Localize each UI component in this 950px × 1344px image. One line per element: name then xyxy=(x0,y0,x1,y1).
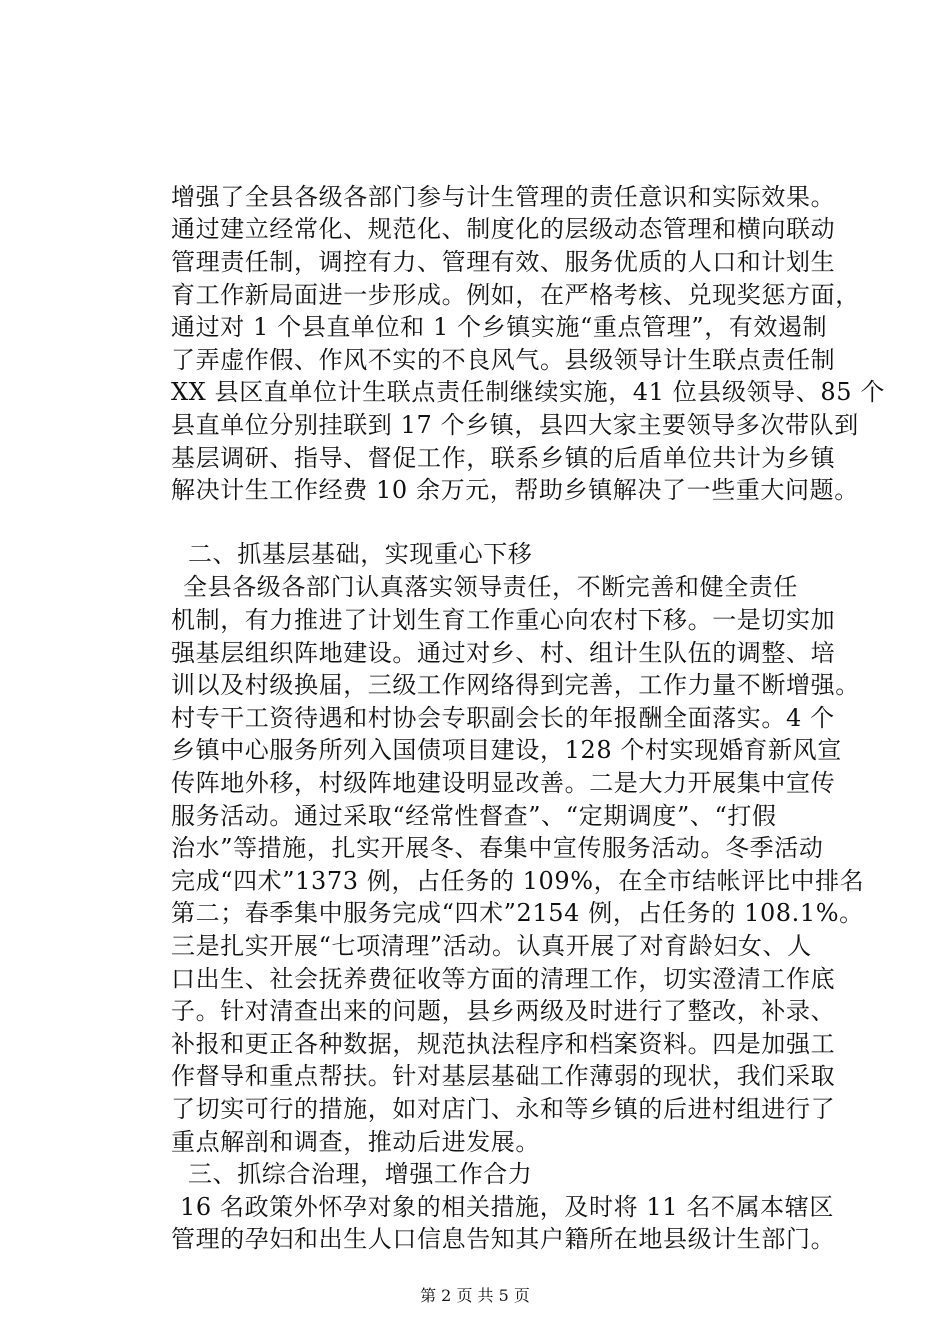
body-line: 服务活动。通过采取“经常性督查”、“定期调度”、“打假 xyxy=(171,802,777,830)
body-line: 通过建立经常化、规范化、制度化的层级动态管理和横向联动 xyxy=(171,215,836,243)
body-line: 乡镇中心服务所列入国债项目建设，128 个村实现婚育新风宣 xyxy=(171,736,842,764)
section-heading: 三、抓综合治理，增强工作合力 xyxy=(188,1160,533,1188)
body-line: 全县各级各部门认真落实领导责任，不断完善和健全责任 xyxy=(183,573,798,601)
body-line: 解决计生工作经费 10 余万元，帮助乡镇解决了一些重大问题。 xyxy=(171,476,859,504)
body-line: 了切实可行的措施，如对店门、永和等乡镇的后进村组进行了 xyxy=(171,1095,836,1123)
body-line: 第二；春季集中服务完成“四术”2154 例，占任务的 108.1%。 xyxy=(171,899,864,927)
body-line: 县直单位分别挂联到 17 个乡镇，县四大家主要领导多次带队到 xyxy=(171,411,859,439)
body-line: 训以及村级换届，三级工作网络得到完善，工作力量不断增强。 xyxy=(171,671,860,699)
body-line: 了弄虚作假、作风不实的不良风气。县级领导计生联点责任制 xyxy=(171,346,836,374)
body-line: 完成“四术”1373 例，占任务的 109%，在全市结帐评比中排名 xyxy=(171,867,865,895)
body-line: 传阵地外移，村级阵地建设明显改善。二是大力开展集中宣传 xyxy=(171,769,836,797)
page-number-footer: 第 2 页 共 5 页 xyxy=(420,1286,530,1305)
body-line: 通过对 1 个县直单位和 1 个乡镇实施“重点管理”，有效遏制 xyxy=(171,313,828,341)
body-line: 口出生、社会抚养费征收等方面的清理工作，切实澄清工作底 xyxy=(171,965,836,993)
body-line: 机制，有力推进了计划生育工作重心向农村下移。一是切实加 xyxy=(171,606,836,634)
body-line: 补报和更正各种数据，规范执法程序和档案资料。四是加强工 xyxy=(171,1030,836,1058)
body-line: 基层调研、指导、督促工作，联系乡镇的后盾单位共计为乡镇 xyxy=(171,444,836,472)
section-heading: 二、抓基层基础，实现重心下移 xyxy=(188,540,533,568)
body-line: 育工作新局面进一步形成。例如，在严格考核、兑现奖惩方面， xyxy=(171,281,860,309)
body-line: 16 名政策外怀孕对象的相关措施，及时将 11 名不属本辖区 xyxy=(180,1193,834,1221)
body-line: 重点解剖和调查，推动后进发展。 xyxy=(171,1128,540,1156)
body-line: 村专干工资待遇和村协会专职副会长的年报酬全面落实。4 个 xyxy=(171,704,835,732)
body-line: 强基层组织阵地建设。通过对乡、村、组计生队伍的调整、培 xyxy=(171,639,836,667)
body-line: 治水”等措施，扎实开展冬、春集中宣传服务活动。冬季活动 xyxy=(171,834,824,862)
body-line: 管理责任制，调控有力、管理有效、服务优质的人口和计划生 xyxy=(171,248,836,276)
body-line: XX 县区直单位计生联点责任制继续实施，41 位县级领导、85 个 xyxy=(171,378,885,406)
body-line: 子。针对清查出来的问题，县乡两级及时进行了整改，补录、 xyxy=(171,997,836,1025)
body-line: 增强了全县各级各部门参与计生管理的责任意识和实际效果。 xyxy=(171,183,836,211)
body-line: 管理的孕妇和出生人口信息告知其户籍所在地县级计生部门。 xyxy=(171,1225,836,1253)
body-line: 作督导和重点帮扶。针对基层基础工作薄弱的现状，我们采取 xyxy=(171,1062,836,1090)
body-line: 三是扎实开展“七项清理”活动。认真开展了对育龄妇女、人 xyxy=(171,932,812,960)
